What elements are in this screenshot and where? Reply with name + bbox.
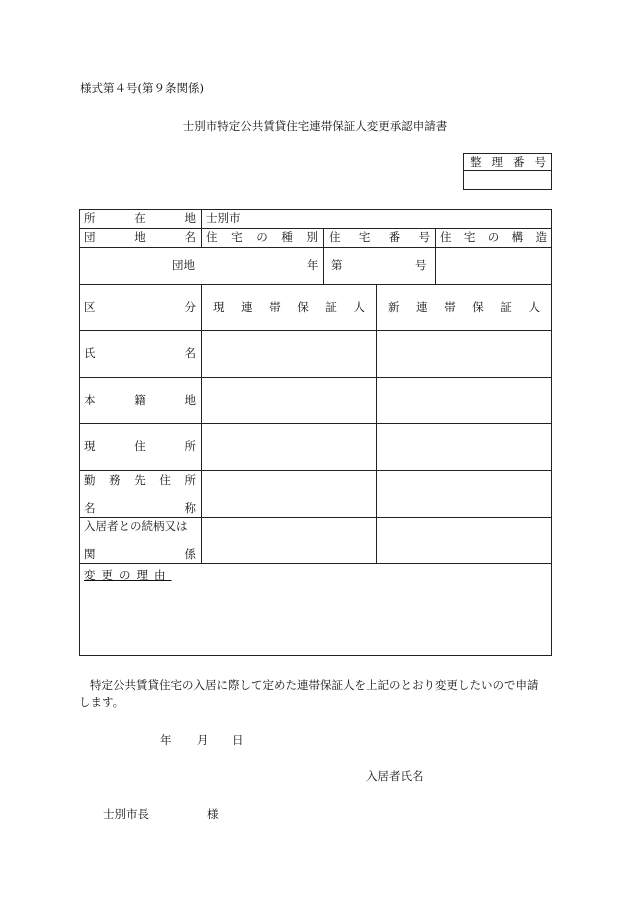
row-label-workplace-address: 勤 務 先 住 所 [84, 473, 196, 487]
danchi-suffix: 団地 [172, 258, 195, 272]
shubetsu-label: 住 宅 の 種 別 [206, 230, 318, 244]
row-label-name: 氏 名 [84, 346, 196, 360]
row-label-relation-top: 入居者との続柄又は [84, 519, 188, 533]
year-suffix: 年 [307, 258, 319, 272]
new-guarantor-header: 新 連 帯 保 証 人 [388, 300, 540, 314]
bango-label: 住 宅 番 号 [329, 230, 430, 244]
danchi-label: 団 地 名 [84, 230, 196, 244]
honorific: 様 [207, 807, 219, 821]
kozo-label: 住 宅 の 構 造 [440, 230, 547, 244]
addressee: 士別市長 [103, 807, 149, 821]
reason-label: 変更の理由 [84, 568, 172, 582]
go-suffix: 号 [415, 258, 427, 272]
location-value[interactable]: 士別市 [206, 211, 241, 225]
row-label-relation-bottom: 関 係 [84, 547, 196, 561]
row-label-honseki: 本 籍 地 [84, 393, 196, 407]
seiri-label: 整 理 番 号 [470, 155, 546, 169]
location-label: 所 在 地 [84, 211, 196, 225]
date-month: 月 [197, 733, 209, 747]
form-number: 様式第４号(第９条関係) [80, 81, 204, 95]
row-label-address: 現 住 所 [84, 439, 196, 453]
statement-line-1: 特定公共賃貸住宅の入居に際して定めた連帯保証人を上記のとおり変更したいので申請 [90, 678, 539, 692]
kubun-label: 区 分 [84, 300, 196, 314]
current-guarantor-header: 現 連 帯 保 証 人 [213, 300, 365, 314]
date-year: 年 [160, 733, 172, 747]
application-table [79, 209, 552, 656]
tenant-name-label: 入居者氏名 [366, 769, 424, 783]
document-title: 士別市特定公共賃貸住宅連帯保証人変更承認申請書 [182, 119, 448, 133]
dai-prefix: 第 [331, 258, 343, 272]
statement-line-2: します。 [79, 695, 125, 709]
date-day: 日 [232, 733, 244, 747]
row-label-workplace-name: 名 称 [84, 501, 196, 515]
